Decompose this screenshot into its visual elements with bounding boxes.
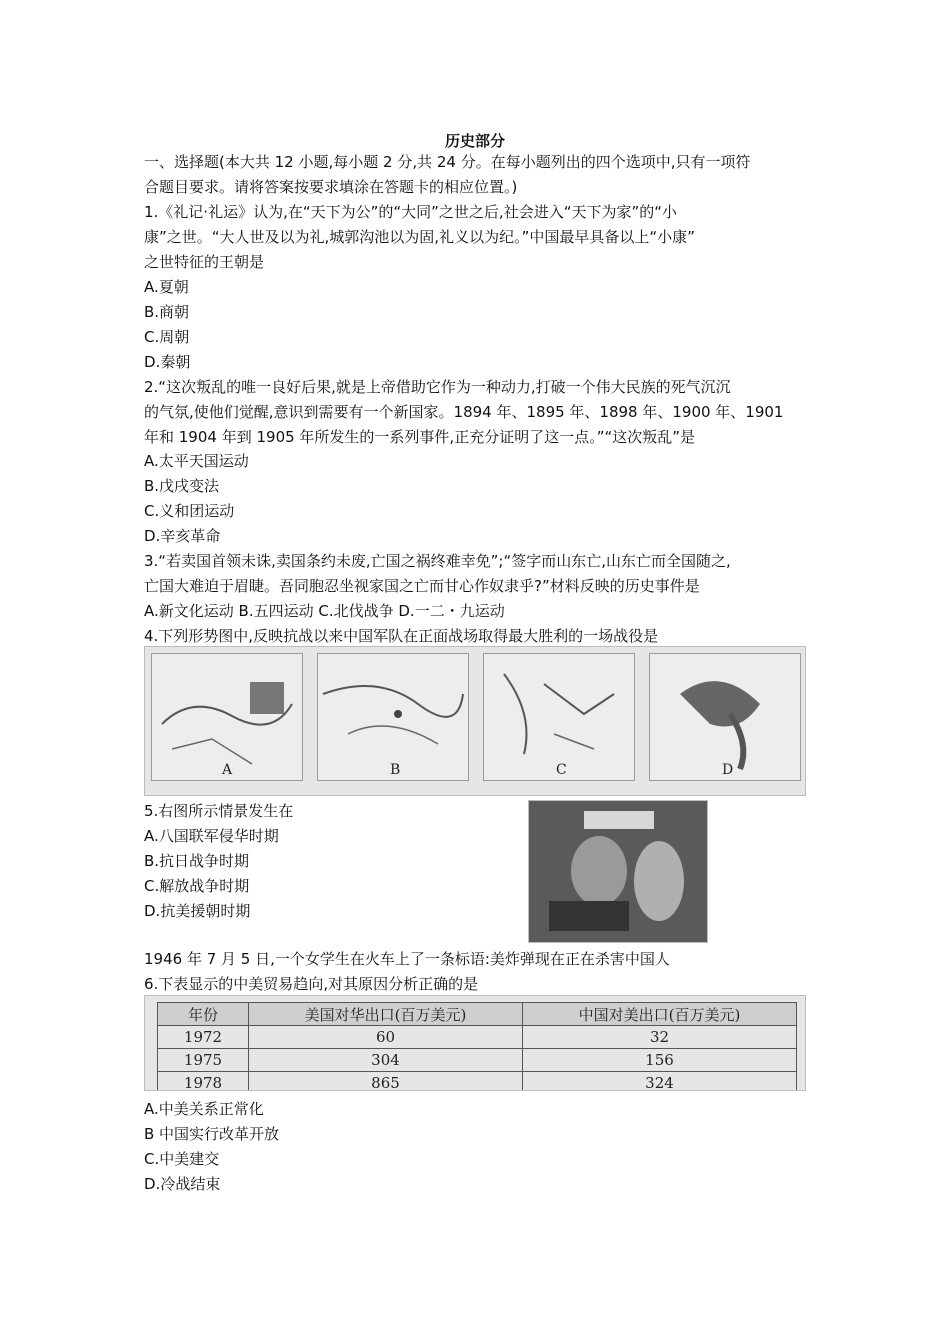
header-us-export: 美国对华出口(百万美元) — [249, 1003, 523, 1026]
q6-option-b: B 中国实行改革开放 — [144, 1125, 280, 1143]
q2-option-a: A.太平天国运动 — [144, 452, 249, 470]
section-intro-line-2: 合题目要求。请将答案按要求填涂在答题卡的相应位置。) — [144, 178, 518, 196]
q2-stem-line-1: 2.“这次叛乱的唯一良好后果,就是上帝借助它作为一种动力,打破一个伟大民族的死气沉沉 — [144, 378, 731, 396]
q5-option-c: C.解放战争时期 — [144, 877, 250, 895]
q6-stem-line-1: 6.下表显示的中美贸易趋向,对其原因分析正确的是 — [144, 975, 479, 993]
q6-option-a: A.中美关系正常化 — [144, 1100, 264, 1118]
q1-stem-line-1: 1.《礼记·礼运》认为,在“天下为公”的“大同”之世之后,社会进入“天下为家”的“小 — [144, 203, 678, 221]
cell-us-export: 60 — [249, 1026, 523, 1049]
map-d-label: D — [722, 762, 734, 778]
trade-table-image — [144, 995, 806, 1091]
cell-year: 1975 — [158, 1049, 249, 1072]
q4-stem-line-1: 4.下列形势图中,反映抗战以来中国军队在正面战场取得最大胜利的一场战役是 — [144, 627, 659, 645]
q1-option-b: B.商朝 — [144, 303, 190, 321]
q6-option-d: D.冷战结束 — [144, 1175, 221, 1193]
page-title: 历史部分 — [444, 132, 505, 150]
q5-option-b: B.抗日战争时期 — [144, 852, 250, 870]
q6-option-c: C.中美建交 — [144, 1150, 220, 1168]
q1-option-c: C.周朝 — [144, 328, 190, 346]
map-a-label: A — [222, 762, 233, 778]
q5-stem-line-1: 5.右图所示情景发生在 — [144, 802, 294, 820]
cell-year: 1978 — [158, 1072, 249, 1092]
table-row — [158, 1049, 797, 1072]
map-d — [649, 653, 801, 781]
trade-table-header — [158, 1003, 797, 1026]
header-year: 年份 — [158, 1003, 249, 1026]
q2-option-d: D.辛亥革命 — [144, 527, 221, 545]
q5-option-a: A.八国联军侵华时期 — [144, 827, 279, 845]
map-b — [317, 653, 469, 781]
q1-option-a: A.夏朝 — [144, 278, 189, 296]
q2-stem-line-3: 年和 1904 年到 1905 年所发生的一系列事件,正充分证明了这一点。”“这次叛乱”是 — [144, 428, 696, 446]
header-cn-export: 中国对美出口(百万美元) — [523, 1003, 797, 1026]
battle-maps-image — [144, 646, 806, 796]
q3-stem-line-1: 3.“若卖国首领未诛,卖国条约未废,亡国之祸终难幸免”;“签字而山东亡,山东亡而全国随之, — [144, 552, 731, 570]
cell-cn-export: 324 — [523, 1072, 797, 1092]
historic-photo-sketch — [529, 801, 708, 943]
cell-year: 1972 — [158, 1026, 249, 1049]
cell-us-export: 304 — [249, 1049, 523, 1072]
q3-stem-line-2: 亡国大难迫于眉睫。吾同胞忍坐视家国之亡而甘心作奴隶乎?”材料反映的历史事件是 — [144, 577, 700, 595]
q2-stem-line-2: 的气氛,使他们觉醒,意识到需要有一个新国家。1894 年、1895 年、1898 年、1900 年、1901 — [144, 403, 784, 421]
historic-photo — [528, 800, 708, 943]
section-intro-line-1: 一、选择题(本大共 12 小题,每小题 2 分,共 24 分。在每小题列出的四个选项中,只有一项符 — [144, 153, 751, 171]
trade-table — [157, 1002, 797, 1091]
q2-option-c: C.义和团运动 — [144, 502, 235, 520]
map-a — [151, 653, 303, 781]
q5-option-d: D.抗美援朝时期 — [144, 902, 251, 920]
cell-us-export: 865 — [249, 1072, 523, 1092]
q5-photo-caption: 1946 年 7 月 5 日,一个女学生在火车上了一条标语:美炸弹现在正在杀害中国人 — [144, 950, 670, 968]
q1-stem-line-2: 康”之世。“大人世及以为礼,城郭沟池以为固,礼义以为纪。”中国最早具备以上“小康” — [144, 228, 695, 246]
cell-cn-export: 156 — [523, 1049, 797, 1072]
map-c-label: C — [556, 762, 567, 778]
q1-stem-line-3: 之世特征的王朝是 — [144, 253, 265, 271]
q1-option-d: D.秦朝 — [144, 353, 191, 371]
table-row — [158, 1072, 797, 1092]
map-b-label: B — [390, 762, 401, 778]
table-row — [158, 1026, 797, 1049]
q2-option-b: B.戊戌变法 — [144, 477, 220, 495]
map-c — [483, 653, 635, 781]
q3-options: A.新文化运动 B.五四运动 C.北伐战争 D.一二・九运动 — [144, 602, 505, 620]
cell-cn-export: 32 — [523, 1026, 797, 1049]
